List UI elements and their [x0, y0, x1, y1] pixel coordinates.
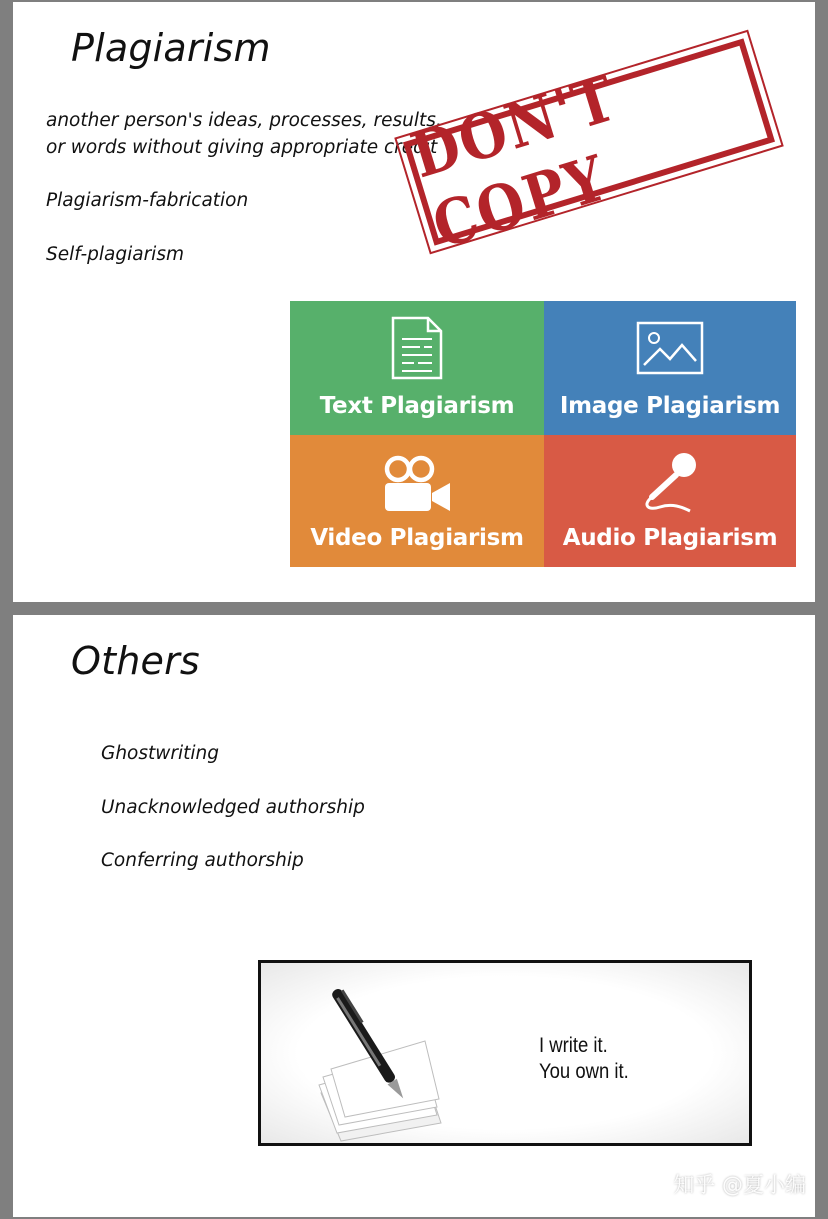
slide-plagiarism — [13, 2, 815, 602]
document-icon — [390, 315, 444, 381]
slide-others — [13, 615, 815, 1217]
quote-image — [258, 960, 752, 1146]
microphone-icon — [638, 449, 702, 513]
definition-line-1: another person's ideas, processes, results, — [46, 110, 442, 131]
slide-title: Others — [71, 639, 200, 683]
tile-label: Audio Plagiarism — [562, 525, 778, 551]
bullet-unacknowledged-authorship: Unacknowledged authorship — [101, 797, 365, 818]
tile-text-plagiarism — [290, 301, 544, 435]
video-camera-icon — [382, 455, 452, 513]
quote-line-1: I write it. — [539, 1034, 608, 1057]
definition-line-2: or words without giving appropriate credit — [46, 137, 438, 158]
dont-copy-stamp — [402, 38, 775, 263]
image-icon — [636, 321, 704, 375]
bullet-conferring-authorship: Conferring authorship — [101, 850, 304, 871]
zhihu-watermark: 知乎 @夏小编 — [673, 1173, 806, 1197]
slide-title: Plagiarism — [71, 26, 271, 70]
plagiarism-types-grid — [290, 301, 796, 567]
tile-label: Text Plagiarism — [319, 393, 515, 419]
tile-audio-plagiarism — [544, 435, 796, 567]
pen-and-papers-illustration — [301, 973, 461, 1143]
tile-image-plagiarism — [544, 301, 796, 435]
bullet-ghostwriting: Ghostwriting — [101, 743, 220, 764]
bullet-plagiarism-fabrication: Plagiarism-fabrication — [46, 190, 249, 211]
tile-label: Video Plagiarism — [310, 525, 524, 551]
stamp-text: DON'T COPY — [402, 60, 626, 263]
quote-text — [539, 1033, 629, 1085]
bullet-self-plagiarism: Self-plagiarism — [46, 244, 184, 265]
tile-label: Image Plagiarism — [559, 393, 781, 419]
tile-video-plagiarism — [290, 435, 544, 567]
quote-line-2: You own it. — [539, 1060, 629, 1083]
